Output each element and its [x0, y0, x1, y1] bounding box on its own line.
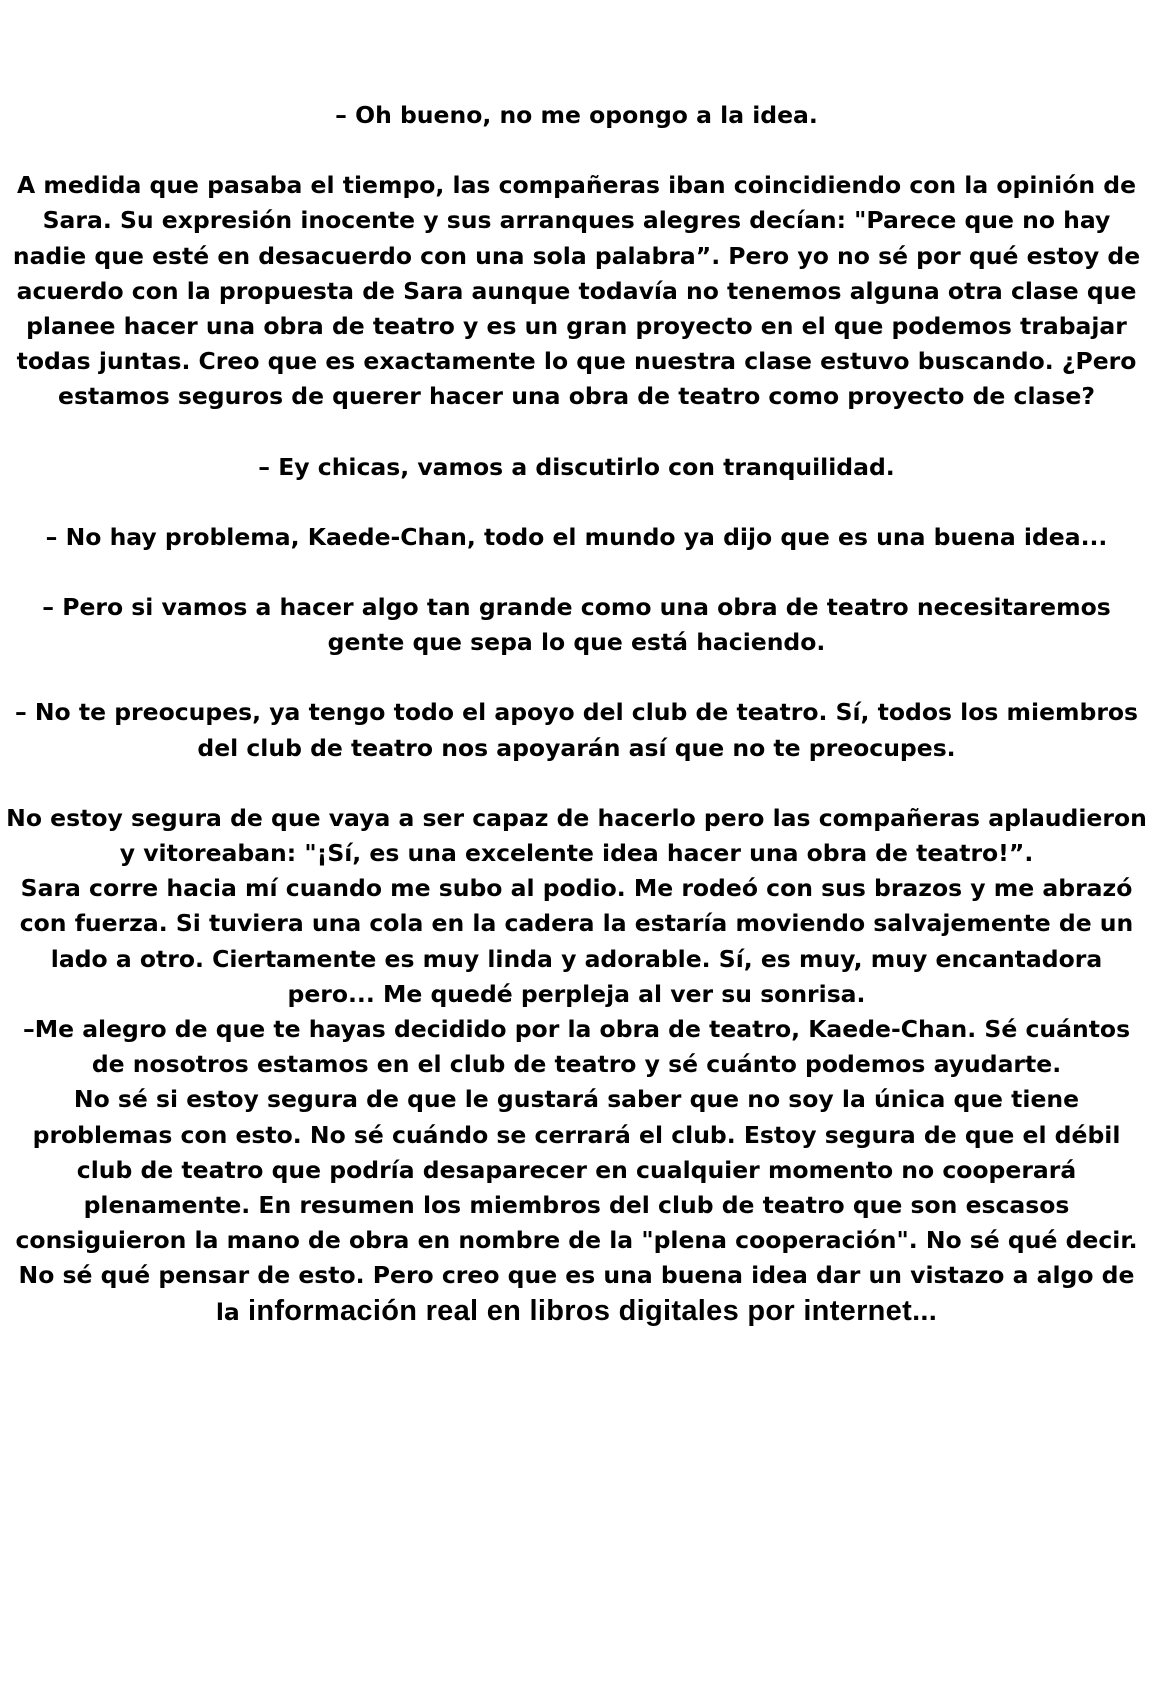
narration-body: No sé si estoy segura de que le gustará saber que no soy la única que tiene problemas con esto. No sé cuándo se cerrará el club. Estoy segura de que el débil club de teatro que podría desaparecer en cualquier momento no cooperará plenamente. En resumen los miembros del club de teatro que son escasos consiguieron la mano de obra en nombre de la "plena cooperación". No sé qué decir. No sé qué pensar de esto. Pero creo que es una buena idea dar un vistazo a algo de la — [15, 1085, 1138, 1326]
dialogue-line: – Oh bueno, no me opongo a la idea. — [335, 101, 818, 129]
narration-paragraph: No estoy segura de que vaya a ser capaz de hacerlo pero las compañeras aplaudieron y vitoreaban: "¡Sí, es una excelente idea hacer una obra de teatro!”. — [6, 803, 1147, 868]
paragraph-spacer — [6, 133, 1147, 168]
dialogue-line: –Me alegro de que te hayas decidido por la obra de teatro, Kaede-Chan. Sé cuántos de nosotros estamos en el club de teatro y sé cuánto podemos ayudarte. — [22, 1015, 1131, 1079]
paragraph-spacer — [6, 555, 1147, 590]
narration-paragraph: Sara corre hacia mí cuando me subo al podio. Me rodeó con sus brazos y me abrazó con fuerza. Si tuviera una cola en la cadera la estaría moviendo salvajemente de un lado a otro. Ciertamente es muy linda y adorable. Sí, es muy, muy encantadora pero... Me quedé perpleja al ver su sonrisa. — [19, 874, 1134, 1008]
dialogue-line: – Ey chicas, vamos a discutirlo con tranquilidad. — [258, 452, 895, 481]
paragraph-spacer — [6, 485, 1147, 520]
narration-tail: información real en libros digitales por internet... — [247, 1294, 938, 1327]
narration-paragraph: A medida que pasaba el tiempo, las compañeras iban coincidiendo con la opinión de Sara. Su expresión inocente y sus arranques alegres decían: "Parece que no hay nadie que esté en desacuerdo con una sola palabra”. Pero yo no sé por qué estoy de acuerdo con la propuesta de Sara aunque todavía no tenemos alguna otra clase que planee hacer una obra de teatro y es un gran proyecto en el que podemos trabajar todas juntas. Creo que es exactamente lo que nuestra clase estuvo buscando. ¿Pero estamos seguros de querer hacer una obra de teatro como proyecto de clase? — [12, 171, 1141, 411]
dialogue-line: – No hay problema, Kaede-Chan, todo el mundo ya dijo que es una buena idea... — [45, 522, 1108, 551]
paragraph-spacer — [6, 766, 1147, 801]
paragraph-spacer — [6, 415, 1147, 450]
narration-paragraph — [6, 1082, 1147, 1329]
paragraph-spacer — [6, 660, 1147, 695]
dialogue-line: – Pero si vamos a hacer algo tan grande como una obra de teatro necesitaremos gente que sepa lo que está haciendo. — [42, 593, 1111, 657]
dialogue-line: – No te preocupes, ya tengo todo el apoyo del club de teatro. Sí, todos los miembros del club de teatro nos apoyarán así que no te preocupes. — [14, 698, 1139, 762]
